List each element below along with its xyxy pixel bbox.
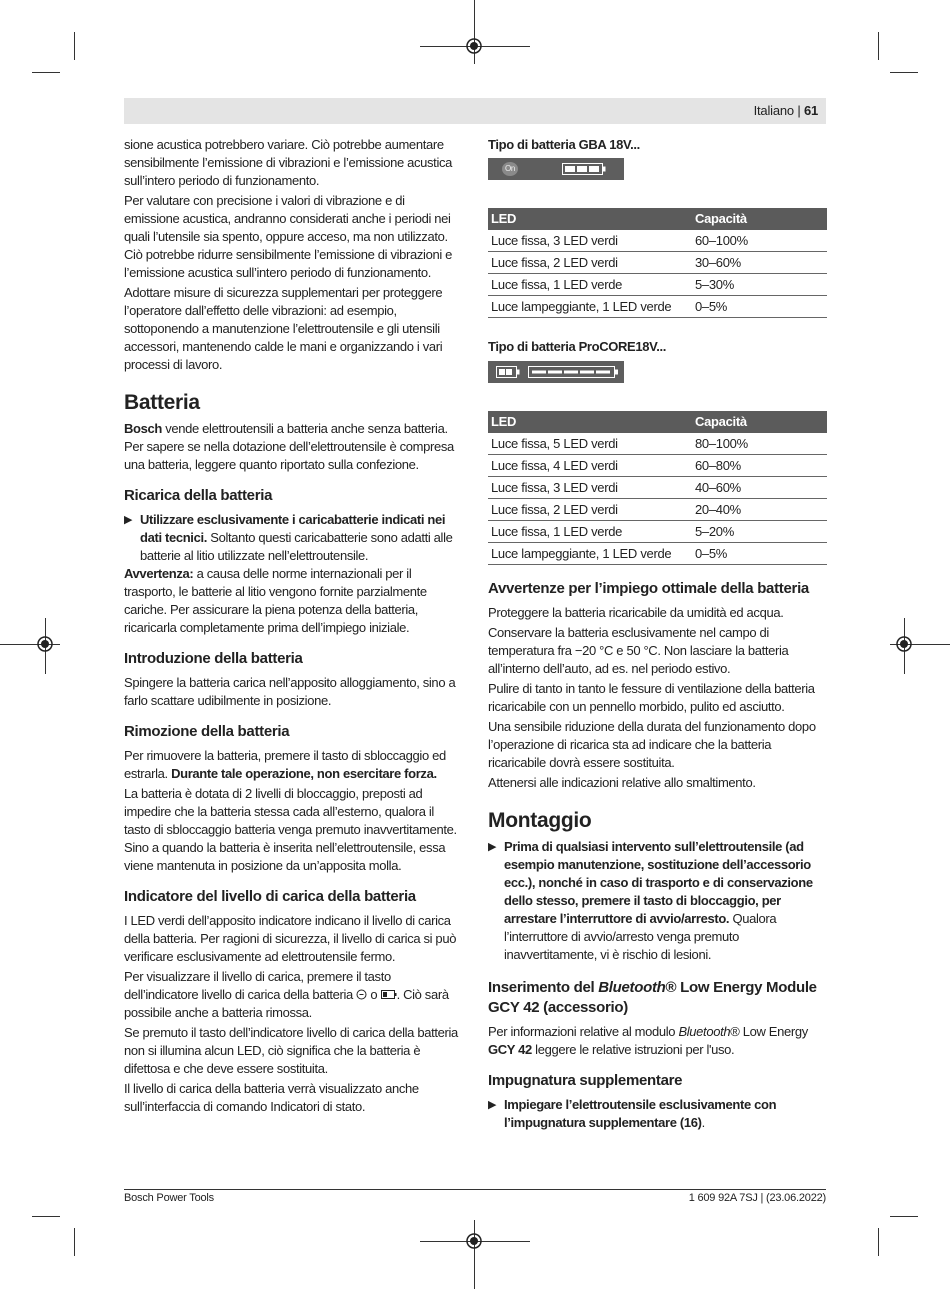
heading-ricarica: Ricarica della batteria bbox=[124, 487, 273, 504]
table-cell: Luce lampeggiante, 1 LED verde bbox=[488, 543, 692, 565]
paragraph: Adottare misure di sicurezza supplementari per proteggere l’operatore dall’effetto delle vibrazioni: ad esempio, sottoponendo a manutenzione l’elettroutensile e gli utensili accessori, mantenendo calde le mani e organizzando i vari processi di lavoro. bbox=[124, 285, 443, 372]
heading-introduzione: Introduzione della batteria bbox=[124, 650, 303, 667]
text: Bluetooth bbox=[678, 1024, 731, 1039]
paragraph: Conservare la batteria esclusivamente nel campo di temperatura fra −20 °C e 50 °C. Non lasciare la batteria all’interno dell’auto, ad es. nel periodo estivo. bbox=[488, 625, 789, 676]
text: Prima di qualsiasi intervento sull’elettroutensile (ad esempio manutenzione, sostituzione dell’accessorio ecc.), nonché in caso di trasporto e di conservazione dello stesso, premere il tasto di bloccaggio, per arrestare l’interruttore di avvio/arresto. bbox=[504, 839, 813, 926]
text: leggere le relative istruzioni per l'uso. bbox=[531, 1042, 735, 1057]
text: Qualora l’interruttore di avvio/arresto venga premuto inavvertitamente, vi è rischio di lesioni. bbox=[504, 911, 777, 962]
paragraph: Una sensibile riduzione della durata del funzionamento dopo l’operazione di ricarica sta ad indicare che la batteria ricaricabile dovrà essere sostituita. bbox=[488, 719, 816, 770]
paragraph bbox=[124, 968, 462, 1022]
table-cell: Luce fissa, 2 LED verdi bbox=[488, 499, 692, 521]
section-title-batteria: Batteria bbox=[124, 391, 200, 414]
text: a causa delle norme internazionali per il trasporto, le batterie al litio vengono fornite parzialmente cariche. Per assicurare la piena potenza della batteria, ricaricarla completamente prima dell’impiego iniziale. bbox=[124, 566, 427, 635]
text: . Ciò sarà possibile anche a batteria rimossa. bbox=[124, 987, 449, 1020]
right-column bbox=[488, 136, 827, 1132]
table-cell: Luce fissa, 4 LED verdi bbox=[488, 455, 692, 477]
table-row bbox=[488, 499, 827, 521]
led-capacity-table-procore bbox=[488, 411, 827, 565]
bullet-item bbox=[124, 511, 462, 565]
text: Avvertenza: bbox=[124, 566, 194, 581]
table-cell: 20–40% bbox=[692, 499, 827, 521]
registration-mark-icon bbox=[36, 635, 54, 653]
table-cell: 5–20% bbox=[692, 521, 827, 543]
battery-type-heading: Tipo di batteria ProCORE18V... bbox=[488, 339, 667, 354]
bullet-icon: ▶ bbox=[488, 841, 497, 853]
battery-level-icon bbox=[381, 990, 397, 999]
page-header bbox=[124, 98, 826, 124]
table-row bbox=[488, 296, 827, 318]
table-cell: 60–80% bbox=[692, 455, 827, 477]
paragraph: Proteggere la batteria ricaricabile da umidità ed acqua. bbox=[488, 605, 784, 620]
table-cell: Luce fissa, 5 LED verdi bbox=[488, 433, 692, 455]
text: Per rimuovere la batteria, premere il tasto di sbloccaggio ed estrarla. bbox=[124, 748, 446, 781]
crop-mark bbox=[32, 72, 60, 73]
text: Per informazioni relative al modulo bbox=[488, 1024, 679, 1039]
heading-indicatore: Indicatore del livello di carica della batteria bbox=[124, 888, 416, 905]
table-row bbox=[488, 252, 827, 274]
paragraph bbox=[124, 747, 462, 783]
battery-led-icon bbox=[562, 163, 606, 175]
text: Inserimento del bbox=[488, 979, 599, 996]
heading-impugnatura: Impugnatura supplementare bbox=[488, 1072, 683, 1089]
text: Bluetooth bbox=[598, 979, 666, 996]
table-row bbox=[488, 521, 827, 543]
text: vende elettroutensili a batteria anche senza batteria. Per sapere se nella dotazione dell’elettroutensile è compresa una batteria, leggere quanto riportato sulla confezione. bbox=[124, 421, 454, 472]
table-cell: 0–5% bbox=[692, 296, 827, 318]
registration-mark-icon bbox=[465, 1232, 483, 1250]
table-cell: 80–100% bbox=[692, 433, 827, 455]
on-button-icon bbox=[356, 989, 367, 1000]
paragraph: sione acustica potrebbero variare. Ciò potrebbe aumentare sensibilmente l’emissione di vibrazioni e l’emissione acustica sull’intero periodo di funzionamento. bbox=[124, 137, 453, 188]
bullet-item bbox=[488, 1096, 827, 1132]
footer-doc-id: 1 609 92A 7SJ | (23.06.2022) bbox=[688, 1192, 826, 1204]
crop-mark bbox=[878, 1228, 879, 1256]
paragraph: Se premuto il tasto dell’indicatore livello di carica della batteria non si illumina alcun LED, ciò significa che la batteria è difettosa e che deve essere sostituita. bbox=[124, 1025, 458, 1076]
column-header: LED bbox=[488, 411, 692, 433]
page-number: 61 bbox=[803, 103, 818, 118]
paragraph: Per valutare con precisione i valori di vibrazione e di emissione acustica, andranno considerati anche i periodi nei quali l’utensile sia spento, oppure acceso, ma non utilizzato. Ciò potrebbe ridurre sensibilmente l’emissione di vibrazioni e l’emissione acustica sull’intero periodo di funzionamento. bbox=[124, 193, 453, 280]
paragraph bbox=[124, 420, 462, 474]
heading-rimozione: Rimozione della batteria bbox=[124, 723, 290, 740]
text: Utilizzare esclusivamente i caricabatterie indicati nei dati tecnici. bbox=[140, 512, 446, 545]
table-cell: Luce fissa, 3 LED verdi bbox=[488, 477, 692, 499]
text: . bbox=[701, 1115, 705, 1130]
bullet-item bbox=[488, 838, 827, 964]
section-title-montaggio: Montaggio bbox=[488, 809, 592, 832]
paragraph: La batteria è dotata di 2 livelli di bloccaggio, preposti ad impedire che la batteria stessa cada all’esterno, qualora il tasto di sbloccaggio batteria venga premuto inavvertitamente. Sino a quando la batteria è inserita nell’elettroutensile, essa viene mantenuta in posizione da un’apposita molla. bbox=[124, 786, 457, 873]
battery-type-heading: Tipo di batteria GBA 18V... bbox=[488, 137, 640, 152]
column-header: Capacità bbox=[692, 208, 827, 230]
footer-brand: Bosch Power Tools bbox=[124, 1192, 214, 1204]
led-capacity-table-gba bbox=[488, 208, 827, 318]
heading-bluetooth-module bbox=[488, 978, 827, 1018]
crop-mark bbox=[74, 32, 75, 60]
registration-mark-icon bbox=[895, 635, 913, 653]
text: o bbox=[367, 987, 381, 1002]
battery-level-icon bbox=[496, 366, 520, 378]
text: Durante tale operazione, non esercitare forza. bbox=[171, 766, 437, 781]
header-label: Italiano | 61 bbox=[753, 103, 818, 118]
table-cell: 5–30% bbox=[692, 274, 827, 296]
gba-battery-indicator bbox=[488, 158, 624, 180]
crop-mark bbox=[890, 72, 918, 73]
heading-avvertenze: Avvertenze per l’impiego ottimale della batteria bbox=[488, 580, 809, 597]
paragraph: Il livello di carica della batteria verrà visualizzato anche sull’interfaccia di comando Indicatori di stato. bbox=[124, 1081, 419, 1114]
paragraph: Attenersi alle indicazioni relative allo smaltimento. bbox=[488, 775, 756, 790]
paragraph bbox=[488, 1023, 827, 1059]
crop-mark bbox=[878, 32, 879, 60]
bullet-icon: ▶ bbox=[124, 514, 133, 526]
table-row bbox=[488, 543, 827, 565]
column-header: Capacità bbox=[692, 411, 827, 433]
table-row bbox=[488, 455, 827, 477]
crop-mark bbox=[890, 1216, 918, 1217]
table-row bbox=[488, 274, 827, 296]
brand-name: Bosch bbox=[124, 421, 162, 436]
registration-mark-icon bbox=[465, 37, 483, 55]
battery-led-icon bbox=[528, 366, 620, 378]
table-row bbox=[488, 230, 827, 252]
procore-battery-indicator bbox=[488, 361, 624, 383]
crop-mark bbox=[74, 1228, 75, 1256]
table-cell: Luce lampeggiante, 1 LED verde bbox=[488, 296, 692, 318]
paragraph: I LED verdi dell’apposito indicatore indicano il livello di carica della batteria. Per ragioni di sicurezza, il livello di carica si può verificare esclusivamente ad elettroutensile fermo. bbox=[124, 913, 457, 964]
on-button-icon: On bbox=[502, 162, 518, 176]
table-row bbox=[488, 477, 827, 499]
text: ® Low Energy bbox=[730, 1024, 808, 1039]
crop-mark bbox=[32, 1216, 60, 1217]
footer-divider bbox=[124, 1189, 826, 1190]
text: Impiegare l’elettroutensile esclusivamente con l’impugnatura supplementare (16) bbox=[504, 1097, 777, 1130]
table-cell: 60–100% bbox=[692, 230, 827, 252]
crop-mark bbox=[474, 1220, 475, 1289]
paragraph: Spingere la batteria carica nell’apposito alloggiamento, sino a farlo scattare udibilmente in posizione. bbox=[124, 675, 456, 708]
left-column bbox=[124, 136, 462, 1118]
header-language: Italiano bbox=[753, 103, 794, 118]
text: GCY 42 bbox=[488, 1042, 532, 1057]
paragraph: Pulire di tanto in tanto le fessure di ventilazione della batteria ricaricabile con un pennello morbido, pulito ed asciutto. bbox=[488, 681, 815, 714]
text: ® Low Energy Module GCY 42 (accessorio) bbox=[488, 979, 817, 1016]
table-cell: Luce fissa, 3 LED verdi bbox=[488, 230, 692, 252]
paragraph bbox=[124, 565, 462, 637]
column-header: LED bbox=[488, 208, 692, 230]
table-row bbox=[488, 433, 827, 455]
bullet-icon: ▶ bbox=[488, 1099, 497, 1111]
table-cell: Luce fissa, 2 LED verdi bbox=[488, 252, 692, 274]
text: Soltanto questi caricabatterie sono adatti alle batterie al litio utilizzate nell’elettroutensile. bbox=[140, 530, 453, 563]
table-cell: Luce fissa, 1 LED verde bbox=[488, 521, 692, 543]
table-cell: 40–60% bbox=[692, 477, 827, 499]
table-cell: Luce fissa, 1 LED verde bbox=[488, 274, 692, 296]
table-cell: 0–5% bbox=[692, 543, 827, 565]
table-cell: 30–60% bbox=[692, 252, 827, 274]
text: Per visualizzare il livello di carica, premere il tasto dell’indicatore livello di carica della batteria bbox=[124, 969, 391, 1002]
